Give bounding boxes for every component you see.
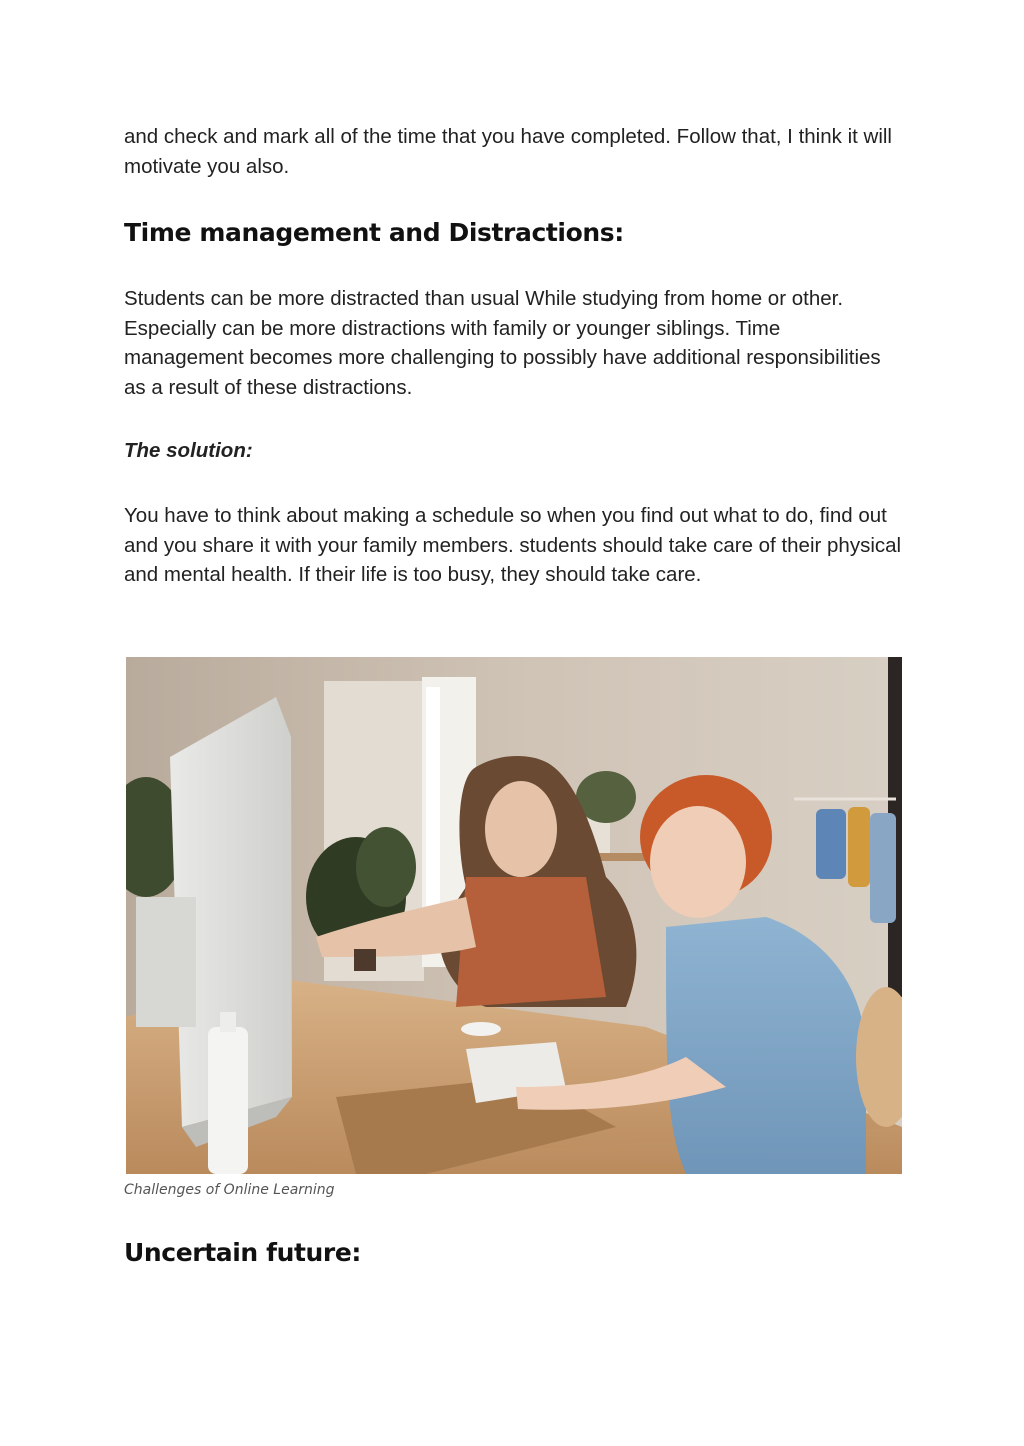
solution-label: The solution:: [124, 439, 253, 462]
section-heading-time-management: Time management and Distractions:: [124, 218, 624, 247]
solution-paragraph: You have to think about making a schedule so when you find out what to do, find out and you share it with your family members. students should take care of their physical and mental health. If their life is too busy, they should take care.: [124, 504, 902, 587]
photo-mother-and-son-at-computer: [126, 657, 902, 1174]
distractions-paragraph: Students can be more distracted than usual While studying from home or other. Especially can be more distractions with family or younger siblings. Time management becomes more challenging to possibly have additional responsibilities as a result of these distractions.: [124, 287, 881, 399]
intro-paragraph: and check and mark all of the time that you have completed. Follow that, I think it will motivate you also.: [124, 125, 892, 178]
photo-caption: Challenges of Online Learning: [124, 1182, 335, 1198]
section-heading-uncertain-future: Uncertain future:: [124, 1238, 361, 1267]
